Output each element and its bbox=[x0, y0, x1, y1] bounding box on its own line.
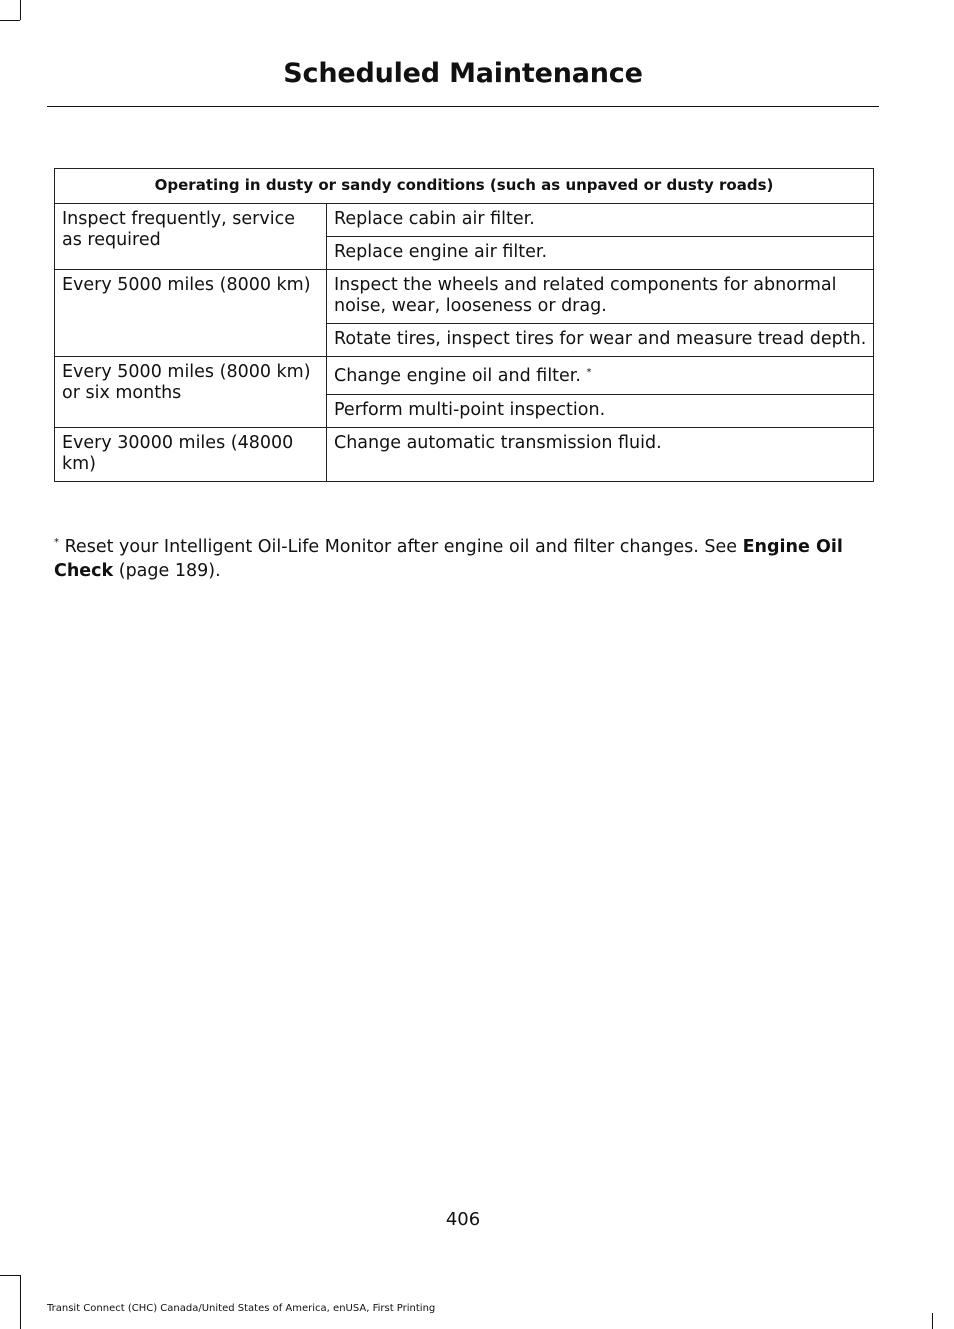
table-row bbox=[55, 204, 874, 237]
header-divider bbox=[47, 106, 879, 107]
print-info: Transit Connect (CHC) Canada/United States of America, enUSA, First Printing bbox=[47, 1303, 436, 1314]
footnote-text: Reset your Intelligent Oil-Life Monitor after engine oil and filter changes. See bbox=[59, 537, 743, 557]
footnote-marker: * bbox=[54, 537, 59, 548]
page-title: Scheduled Maintenance bbox=[283, 58, 643, 89]
table-row bbox=[55, 357, 874, 395]
table-heading: Operating in dusty or sandy conditions (such as unpaved or dusty roads) bbox=[55, 169, 874, 204]
task-cell: Change automatic transmission fluid. bbox=[327, 428, 874, 482]
crop-mark bbox=[0, 20, 20, 21]
footnote-page-ref: (page 189). bbox=[113, 561, 221, 581]
task-cell: Rotate tires, inspect tires for wear and measure tread depth. bbox=[327, 324, 874, 357]
crop-mark bbox=[0, 1275, 20, 1276]
table-header-row bbox=[55, 169, 874, 204]
task-text: Change engine oil and filter. bbox=[334, 366, 581, 386]
interval-cell: Inspect frequently, service as required bbox=[55, 204, 327, 270]
table-row bbox=[55, 270, 874, 324]
task-cell: Inspect the wheels and related components for abnormal noise, wear, looseness or drag. bbox=[327, 270, 874, 324]
maintenance-table bbox=[54, 168, 874, 482]
engine-oil-check-link[interactable]: Engine Oil Check bbox=[54, 537, 843, 581]
table-row bbox=[55, 428, 874, 482]
interval-cell: Every 5000 miles (8000 km) or six months bbox=[55, 357, 327, 428]
crop-mark bbox=[20, 0, 21, 20]
interval-cell: Every 5000 miles (8000 km) bbox=[55, 270, 327, 357]
crop-mark bbox=[932, 1313, 933, 1329]
page-number: 406 bbox=[445, 1209, 481, 1230]
task-cell: Replace engine air filter. bbox=[327, 237, 874, 270]
task-cell: Perform multi-point inspection. bbox=[327, 395, 874, 428]
crop-mark bbox=[20, 1275, 21, 1329]
footnote-marker: * bbox=[586, 367, 592, 378]
task-cell bbox=[327, 357, 874, 395]
footnote bbox=[54, 535, 874, 583]
interval-cell: Every 30000 miles (48000 km) bbox=[55, 428, 327, 482]
task-cell: Replace cabin air filter. bbox=[327, 204, 874, 237]
